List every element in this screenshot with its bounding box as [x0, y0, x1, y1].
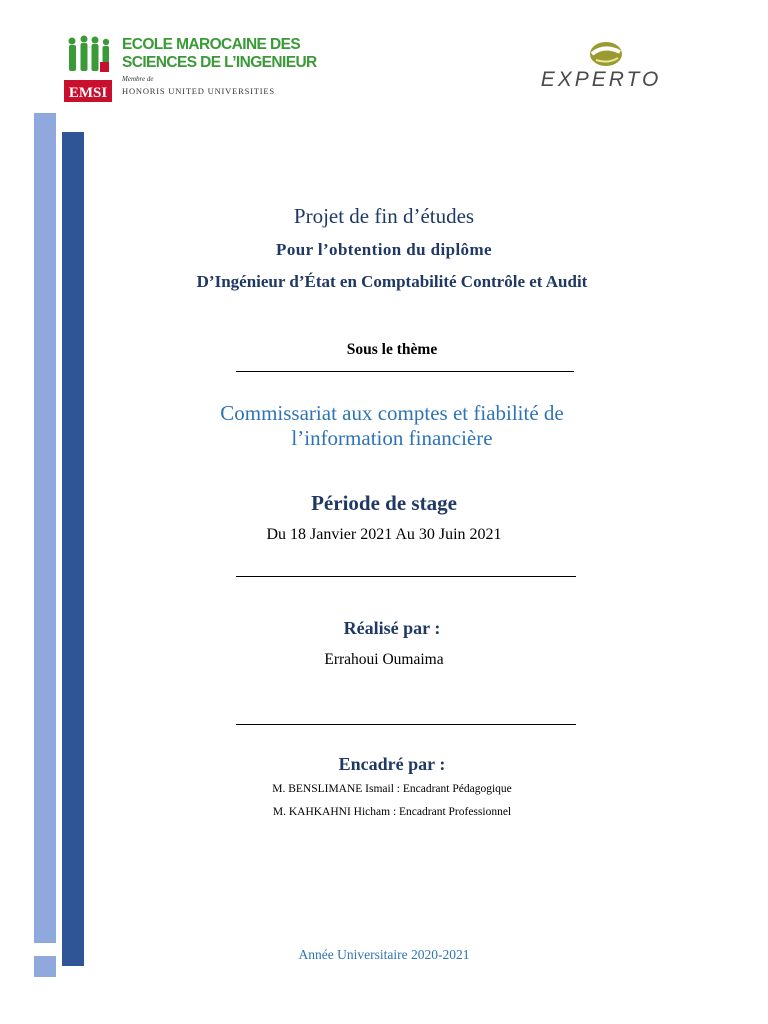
project-title: Projet de fin d’études: [293, 204, 475, 228]
supervisors-label: Encadré par :: [338, 754, 446, 774]
internship-period-label: Période de stage: [311, 491, 457, 515]
divider-period: [236, 576, 576, 577]
supervisor-professional: M. KAHKAHNI Hicham : Encadrant Professionnel: [272, 806, 512, 818]
supervisor-academic: M. BENSLIMANE Ismail : Encadrant Pédagogique: [272, 783, 512, 795]
emsi-abbrev: EMSI: [68, 85, 108, 101]
school-member-label: Membre de: [122, 75, 154, 83]
thesis-subject: [8, 401, 768, 451]
divider-author: [236, 724, 576, 725]
school-name-line1: ECOLE MAROCAINE DES: [122, 36, 301, 53]
internship-dates: Du 18 Janvier 2021 Au 30 Juin 2021: [266, 526, 502, 543]
school-name-line2: SCIENCES DE L’INGENIEUR: [122, 54, 317, 71]
theme-label: Sous le thème: [346, 341, 438, 358]
author-label: Réalisé par :: [343, 618, 441, 638]
experto-logo: [500, 30, 702, 102]
emsi-figures-icon: [64, 34, 112, 102]
author-name: Errahoui Oumaima: [324, 651, 444, 668]
academic-year: Année Universitaire 2020-2021: [298, 947, 470, 962]
thesis-subject-line2: l’information financière: [291, 426, 493, 450]
thesis-subject-line1: Commissariat aux comptes et fiabilité de: [220, 401, 564, 425]
degree-title: D’Ingénieur d’État en Comptabilité Contrôle et Audit: [196, 272, 588, 291]
school-network: HONORIS UNITED UNIVERSITIES: [122, 86, 275, 96]
experto-wordmark: EXPERTO: [540, 68, 662, 91]
emsi-logo: [64, 34, 317, 102]
divider-theme: [236, 371, 574, 372]
degree-intro: Pour l’obtention du diplôme: [276, 240, 492, 259]
